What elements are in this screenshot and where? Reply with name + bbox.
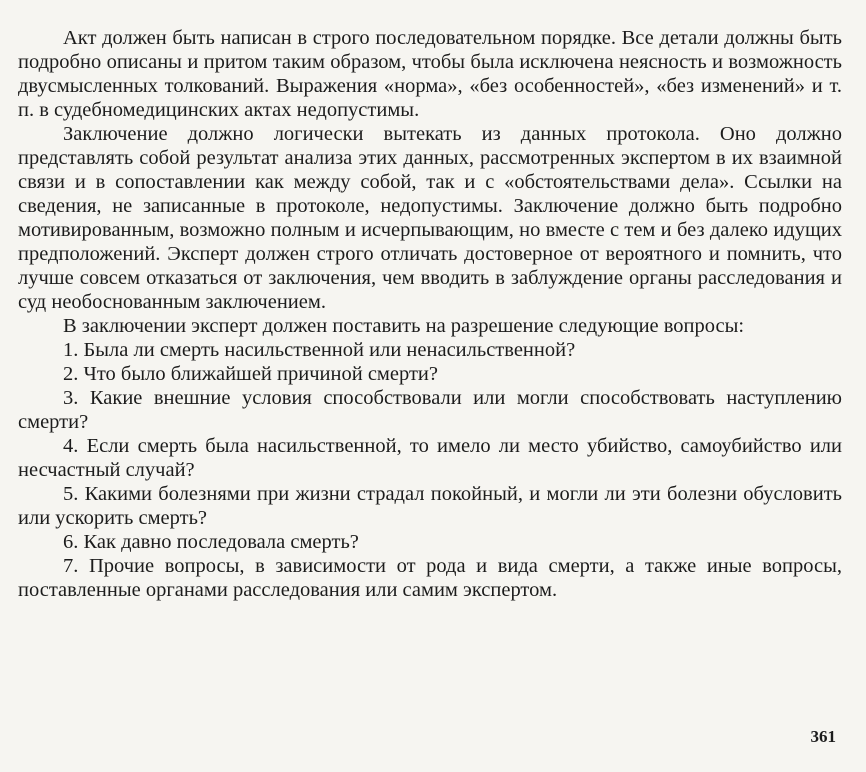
list-item: 5. Какими болезнями при жизни страдал покойный, и могли ли эти болезни обусловить или ускорить смерть? — [18, 483, 842, 529]
page-body — [18, 26, 842, 602]
paragraph-act-order: Акт должен быть написан в строго последовательном порядке. Все детали должны быть подробно описаны и притом таким образом, чтобы была исключена неясность и возможность двусмысленных толкований. Выражения «норма», «без особенностей», «без изменений» и т. п. в судебномедицинских актах недопустимы. — [18, 27, 842, 121]
page-number: 361 — [810, 727, 836, 746]
list-item: 6. Как давно последовала смерть? — [63, 531, 359, 553]
paragraph-conclusion: Заключение должно логически вытекать из данных протокола. Оно должно представлять собой результат анализа этих данных, рассмотренных экспертом в их взаимной связи и в сопоставлении как между собой, так и с «обстоятельствами дела». Ссылки на сведения, не записанные в протоколе, недопустимы. Заключение должно быть подробно мотивированным, возможно полным и исчерпывающим, но вместе с тем и без далеко идущих предположений. Эксперт должен строго отличать достоверное от вероятного и помнить, что лучше совсем отказаться от заключения, чем вводить в заблуждение органы расследования и суд необоснованным заключением. — [18, 123, 842, 313]
list-item: 3. Какие внешние условия способствовали или могли способствовать наступлению смерти? — [18, 387, 842, 433]
list-item: 4. Если смерть была насильственной, то имело ли место убийство, самоубийство или несчастный случай? — [18, 435, 842, 481]
paragraph-questions-intro: В заключении эксперт должен поставить на разрешение следующие вопросы: — [63, 315, 745, 337]
list-item: 1. Была ли смерть насильственной или ненасильственной? — [63, 339, 576, 361]
list-item: 7. Прочие вопросы, в зависимости от рода и вида смерти, а также иные вопросы, поставленные органами расследования или самим экспертом. — [18, 555, 842, 601]
questions-list — [18, 338, 842, 602]
list-item: 2. Что было ближайшей причиной смерти? — [63, 363, 438, 385]
